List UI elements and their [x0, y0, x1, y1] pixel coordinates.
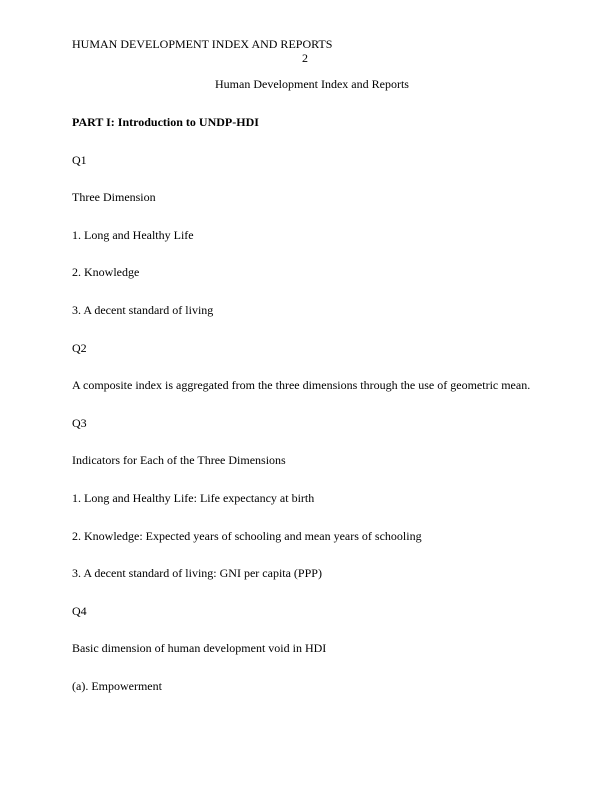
list-item: 1. Long and Healthy Life: Life expectancy at birth — [72, 490, 315, 505]
list-item: 3. A decent standard of living: GNI per capita (PPP) — [72, 566, 322, 581]
question-label-q3: Q3 — [72, 415, 87, 430]
document-title: Human Development Index and Reports — [215, 77, 409, 91]
question-label-q4: Q4 — [72, 603, 87, 618]
list-item: 3. A decent standard of living — [72, 302, 214, 317]
question-label-q2: Q2 — [72, 340, 87, 355]
page-number: 2 — [302, 51, 308, 65]
question-label-q1: Q1 — [72, 152, 87, 167]
list-item: 2. Knowledge — [72, 265, 140, 280]
running-header: HUMAN DEVELOPMENT INDEX AND REPORTS — [72, 37, 333, 51]
q3-intro: Indicators for Each of the Three Dimensions — [72, 453, 286, 468]
q1-intro: Three Dimension — [72, 190, 156, 205]
list-item: 1. Long and Healthy Life — [72, 227, 194, 242]
document-body — [72, 115, 542, 717]
q4-intro: Basic dimension of human development void in HDI — [72, 641, 327, 656]
q2-answer: A composite index is aggregated from the three dimensions through the use of geometric mean. — [72, 378, 531, 393]
section-heading: PART I: Introduction to UNDP-HDI — [72, 115, 259, 129]
list-item: (a). Empowerment — [72, 678, 162, 693]
list-item: 2. Knowledge: Expected years of schooling and mean years of schooling — [72, 528, 422, 543]
